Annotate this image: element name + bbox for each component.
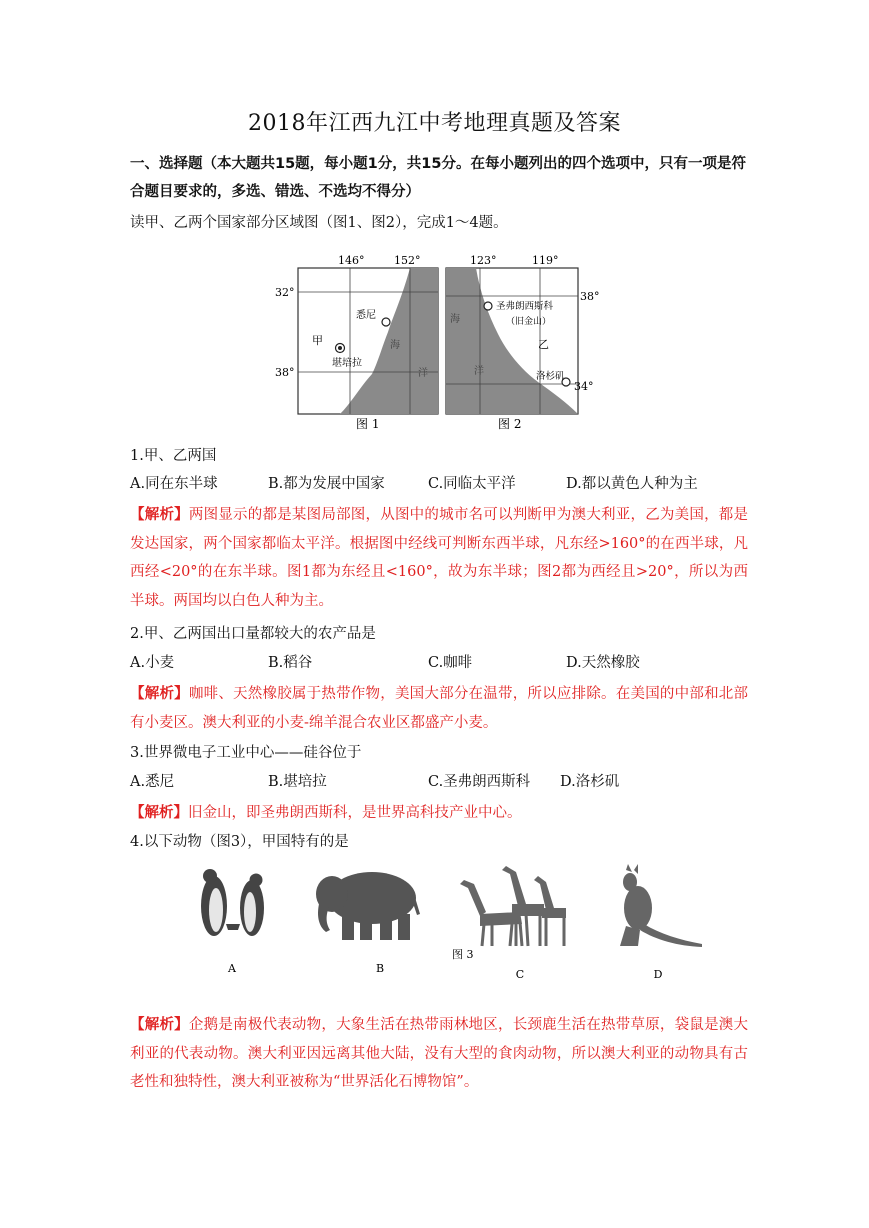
fig1-city-sydney: 悉尼 [356, 310, 376, 321]
animals-caption: 图 3 [452, 948, 474, 961]
q1-option-d: D.都以黄色人种为主 [566, 476, 698, 492]
q3-option-d: D.洛杉矶 [560, 774, 620, 790]
q2-option-a: A.小麦 [130, 655, 175, 671]
fig2-sea2: 洋 [474, 366, 484, 377]
animal-letter-d: D [653, 968, 663, 981]
q3-option-a: A.悉尼 [130, 774, 175, 790]
map-figure-2 [446, 254, 600, 431]
q3-option-b: B.堪培拉 [268, 774, 327, 790]
q2-option-d: D.天然橡胶 [566, 655, 640, 671]
fig2-country: 乙 [538, 338, 549, 351]
fig2-city-sf: 圣弗朗西斯科 [496, 301, 554, 312]
q2-stem: 2.甲、乙两国出口量都较大的农产品是 [130, 626, 376, 642]
elephant-icon [316, 872, 420, 940]
q1-analysis-text: 两图显示的都是某图局部图，从图中的城市名可以判断甲为澳大利亚，乙为美国，都是发达国家，两个国家都临太平洋。根据图中经线可判断东西半球，凡东经>160°的在西半球，凡西经<20°的在东半球。图1都为东经且<160°，故为东半球；图2都为西经且>20°，所以为西半球。两国均以白色人种为主。 [130, 507, 749, 609]
fig2-lon-123: 123° [470, 254, 497, 267]
fig2-caption: 图 2 [498, 417, 522, 431]
fig1-city-canberra: 堪培拉 [332, 358, 362, 369]
q1-analysis [130, 501, 748, 615]
q3-analysis [130, 799, 748, 828]
giraffe-icon [460, 866, 566, 946]
penguin-icon [201, 869, 264, 936]
q4-stem: 4.以下动物（图3），甲国特有的是 [130, 834, 349, 850]
fig2-city-sf-sub: （旧金山） [506, 317, 552, 327]
animal-letter-c: C [515, 968, 525, 981]
fig2-lon-119: 119° [532, 254, 559, 267]
kangaroo-icon [620, 864, 702, 947]
q2-analysis-tag: 【解析】 [130, 685, 189, 702]
q4-analysis [130, 1011, 748, 1097]
q1-analysis-tag: 【解析】 [130, 506, 189, 523]
q4-analysis-text: 企鹅是南极代表动物，大象生活在热带雨林地区，长颈鹿生活在热带草原，袋鼠是澳大利亚的代表动物。澳大利亚因远离其他大陆，没有大型的食肉动物，所以澳大利亚的动物具有古老性和独特性，澳大利亚被称为“世界活化石博物馆”。 [130, 1017, 749, 1090]
fig1-country: 甲 [312, 334, 323, 347]
q1-option-b: B.都为发展中国家 [268, 476, 385, 492]
q1-stem: 1.甲、乙两国 [130, 448, 217, 464]
q3-analysis-tag: 【解析】 [130, 804, 188, 821]
fig2-lat-34: 34° [574, 380, 594, 393]
q2-analysis [130, 680, 748, 737]
animal-letter-a: A [228, 962, 236, 975]
fig1-caption: 图 1 [356, 417, 380, 431]
maps-figure [270, 252, 600, 434]
page-title: 2018年江西九江中考地理真题及答案 [248, 111, 621, 136]
intro-text: 读甲、乙两个国家部分区域图（图1、图2），完成1～4题。 [130, 215, 508, 231]
fig2-lat-38: 38° [580, 290, 600, 303]
q4-analysis-tag: 【解析】 [130, 1016, 189, 1033]
q1-option-c: C.同临太平洋 [428, 476, 516, 492]
q3-analysis-text: 旧金山，即圣弗朗西斯科，是世界高科技产业中心。 [188, 805, 522, 821]
q2-analysis-text: 咖啡、天然橡胶属于热带作物，美国大部分在温带，所以应排除。在美国的中部和北部有小麦区。澳大利亚的小麦-绵羊混合农业区都盛产小麦。 [130, 686, 749, 731]
q3-option-c: C.圣弗朗西斯科 [428, 774, 531, 790]
fig1-lat-38: 38° [275, 366, 295, 379]
fig2-sea1: 海 [450, 314, 460, 325]
san-francisco-marker [484, 302, 492, 310]
fig1-lon-152: 152° [394, 254, 421, 267]
fig1-lat-32: 32° [275, 286, 295, 299]
animal-letter-b: B [375, 962, 385, 975]
fig1-sea1: 海 [390, 340, 400, 351]
fig1-lon-146: 146° [338, 254, 365, 267]
q3-stem: 3.世界微电子工业中心——硅谷位于 [130, 745, 362, 761]
q1-option-a: A.同在东半球 [130, 476, 218, 492]
map-figure-1 [275, 254, 438, 431]
sydney-marker [382, 318, 390, 326]
section-heading: 一、选择题（本大题共15题，每小题1分，共15分。在每小题列出的四个选项中，只有一项是符合题目要求的，多选、错选、不选均不得分） [130, 156, 746, 200]
q2-option-b: B.稻谷 [268, 655, 313, 671]
fig2-city-la: 洛杉矶 [536, 371, 565, 382]
animals-figure [180, 864, 720, 994]
fig1-sea2: 洋 [418, 368, 428, 379]
q2-option-c: C.咖啡 [428, 655, 473, 671]
